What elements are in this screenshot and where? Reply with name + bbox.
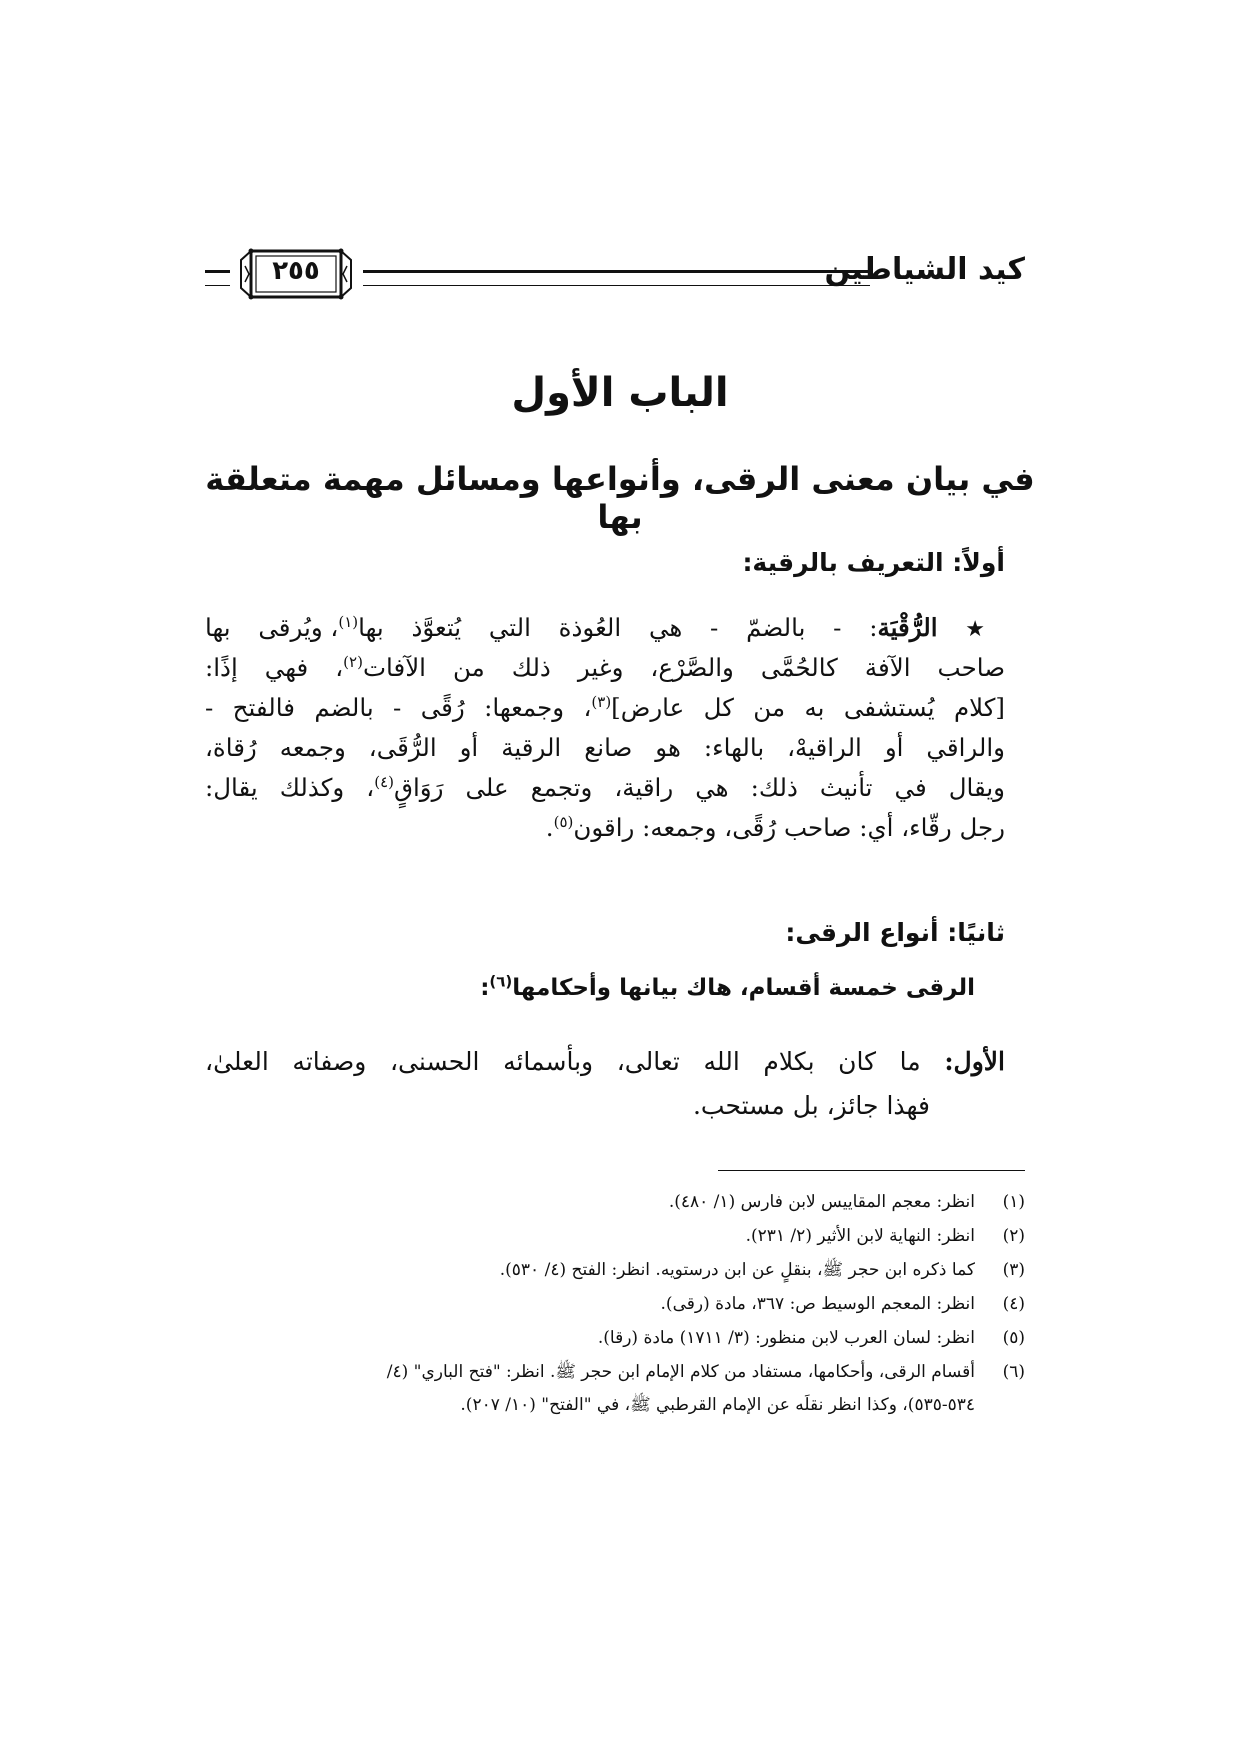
footnote-text: انظر: معجم المقاييس لابن فارس (١/ ٤٨٠). [668,1192,975,1212]
footnote-ref: (٢) [343,652,363,671]
footnote [205,1185,1025,1219]
types-intro: الرقى خمسة أقسام، هاك بيانها وأحكامها$^{(٦)}$: [480,972,975,1001]
footnote-number: (١) [1002,1192,1025,1212]
footnote-number: (٣) [1002,1260,1025,1280]
chapter-subtitle: في بيان معنى الرقى، وأنواعها ومسائل مهمة متعلقة بها [205,460,1035,536]
footnote-number: (٢) [1002,1226,1025,1246]
footnote-text: أقسام الرقى، وأحكامها، مستفاد من كلام الإمام ابن حجر ﷺ. انظر: "فتح الباري" (٤/ [386,1362,975,1382]
footnote-number: (٦) [1002,1362,1025,1382]
footnote-ref: (٥) [553,812,574,831]
running-header [205,246,1025,302]
paragraph-line: ويقال في تأنيث ذلك: هي راقية، وتجمع على رَوَاقٍ$^{(٤)}$، وكذلك يقال: [205,772,1006,802]
footnote-text: انظر: المعجم الوسيط ص: ٣٦٧، مادة (رقى). [660,1294,975,1314]
first-type-label: الأول: [944,1047,1005,1076]
paragraph-line: الأول: ما كان بكلام الله تعالى، وبأسمائه الحسنى، وصفاته العلىٰ، [205,1047,1005,1076]
footnote-text: كما ذكره ابن حجر ﷺ، بنقلٍ عن ابن درستويه. انظر: الفتح (٤/ ٥٣٠). [499,1260,975,1280]
paragraph-line: فهذا جائز، بل مستحب. [692,1091,930,1120]
paragraph-line: والراقي أو الراقيهْ، بالهاء: هو صانع الرقية أو الرُّقَى، وجمعه رُقاة، [205,733,1005,762]
footnote [205,1287,1025,1321]
footnote-number: (٤) [1002,1294,1025,1314]
running-title: كيد الشياطين [824,252,1025,287]
footnote-ref: (١) [338,612,359,631]
paragraph-line: ★ الرُّقْيَة: - بالضمّ - هي العُوذة التي يُتعوَّذ بها$^{(١)}$، ويُرقى بها [205,612,1005,642]
footnote-ref: (٣) [591,692,612,711]
footnote-text: انظر: لسان العرب لابن منظور: (٣/ ١٧١١) مادة (رقا). [597,1328,975,1348]
footnote-separator [718,1170,1025,1171]
defined-term: الرُّقْيَة [877,613,938,642]
footnote-continuation: ٥٣٤-٥٣٥)، وكذا انظر نقلَه عن الإمام القرطبي ﷺ، في "الفتح" (١٠/ ٢٠٧). [460,1395,975,1415]
footnote [205,1355,1025,1389]
header-rule [363,270,870,286]
first-type-paragraph [205,1040,1005,1128]
paragraph-line: صاحب الآفة كالحُمَّى والصَّرْع، وغير ذلك من الآفات$^{(٢)}$، فهي إذًا: [205,652,1006,682]
footnotes [205,1185,1025,1421]
section-heading-definition: أولاً: التعريف بالرقية: [742,548,1005,577]
footnote-ref: (٦) [489,972,513,991]
page-number-badge [237,246,355,302]
footnote [205,1321,1025,1355]
footnote [205,1253,1025,1287]
footnote-number: (٥) [1002,1328,1025,1348]
paragraph-line: رجل رقّاء، أي: صاحب رُقًى، وجمعه: راقون$^{(٥)}$. [545,812,1005,842]
header-rule-end [205,270,230,286]
footnote-ref: (٤) [374,772,394,791]
page-number: ٢٥٥ [272,256,320,286]
section-heading-types: ثانيًا: أنواع الرقى: [785,918,1005,947]
footnote-text: انظر: النهاية لابن الأثير (٢/ ٢٣١). [745,1226,975,1246]
definition-paragraph [205,608,1005,848]
footnote [205,1219,1025,1253]
paragraph-line: [كلام يُستشفى به من كل عارض]$^{(٣)}$، وجمعها: رُقًى - بالضم فالفتح - [205,692,1005,722]
chapter-title: الباب الأول [511,370,729,416]
star-icon: ★ [965,617,1005,642]
